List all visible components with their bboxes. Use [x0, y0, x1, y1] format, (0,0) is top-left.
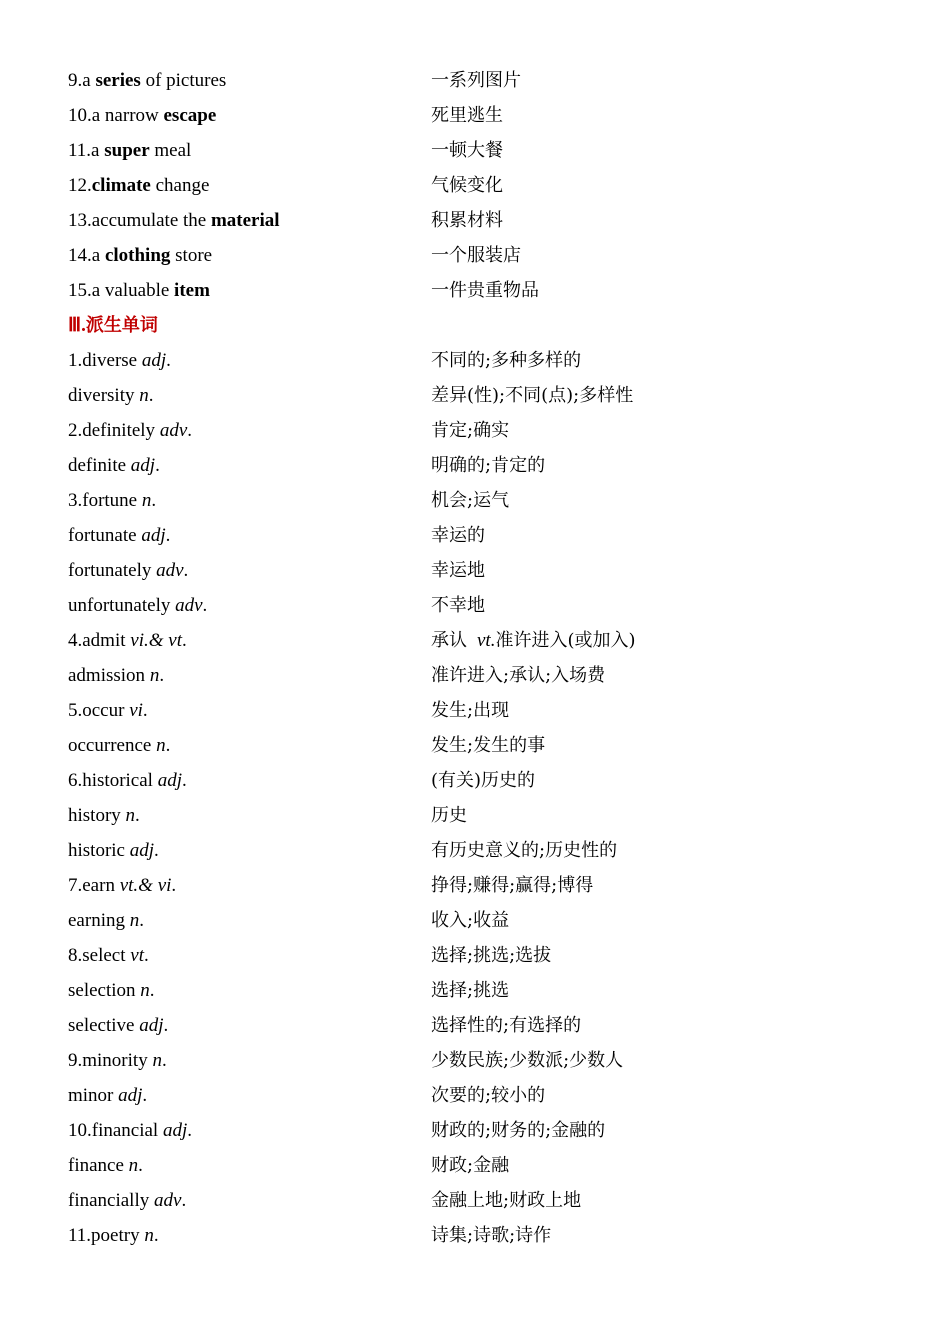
word-chinese: 少数民族;少数派;少数人 [431, 1050, 624, 1071]
phrase-row [68, 277, 908, 305]
word-english: selective adj. [68, 1015, 169, 1036]
word-english: 9.minority n. [68, 1050, 167, 1071]
word-chinese: 幸运地 [431, 560, 485, 581]
word-row [68, 802, 908, 830]
word-row [68, 522, 908, 550]
word-row [68, 697, 908, 725]
word-chinese: 幸运的 [431, 525, 485, 546]
word-chinese: 有历史意义的;历史性的 [431, 840, 618, 861]
word-chinese: 选择;挑选 [431, 980, 510, 1001]
word-english: historic adj. [68, 840, 159, 861]
phrase-row [68, 67, 908, 95]
phrase-row [68, 137, 908, 165]
word-chinese: 财政;金融 [431, 1155, 510, 1176]
word-english: 2.definitely adv. [68, 420, 192, 441]
phrase-chinese: 积累材料 [431, 210, 503, 231]
word-english: admission n. [68, 665, 165, 686]
phrase-english: 15.a valuable item [68, 280, 210, 301]
word-chinese: 选择;挑选;选拔 [431, 945, 552, 966]
word-chinese: 发生;发生的事 [431, 735, 546, 756]
word-chinese: 次要的;较小的 [431, 1085, 546, 1106]
word-chinese: 不同的;多种多样的 [431, 350, 582, 371]
word-row [68, 627, 908, 655]
word-english: 8.select vt. [68, 945, 149, 966]
word-row [68, 452, 908, 480]
word-english: 11.poetry n. [68, 1225, 159, 1246]
word-chinese: 金融上地;财政上地 [431, 1190, 582, 1211]
word-english: occurrence n. [68, 735, 171, 756]
word-row [68, 1117, 908, 1145]
word-english: 3.fortune n. [68, 490, 157, 511]
word-row [68, 1152, 908, 1180]
word-english: unfortunately adv. [68, 595, 208, 616]
phrase-row [68, 102, 908, 130]
word-chinese: 财政的;财务的;金融的 [431, 1120, 606, 1141]
word-row [68, 1222, 908, 1250]
phrase-chinese: 一顿大餐 [431, 140, 503, 161]
word-english: minor adj. [68, 1085, 148, 1106]
word-row [68, 1187, 908, 1215]
word-english: 10.financial adj. [68, 1120, 192, 1141]
word-row [68, 662, 908, 690]
word-row [68, 382, 908, 410]
word-chinese: 肯定;确实 [431, 420, 510, 441]
word-chinese: (有关)历史的 [431, 770, 536, 791]
word-row [68, 592, 908, 620]
word-chinese: 承认 vt.准许进入(或加入) [431, 630, 636, 651]
phrase-chinese: 一件贵重物品 [431, 280, 539, 301]
phrase-english: 11.a super meal [68, 140, 192, 161]
word-chinese: 诗集;诗歌;诗作 [431, 1225, 552, 1246]
word-row [68, 1082, 908, 1110]
word-english: finance n. [68, 1155, 143, 1176]
phrase-english: 9.a series of pictures [68, 70, 227, 91]
word-chinese: 差异(性);不同(点);多样性 [431, 385, 634, 406]
word-row [68, 1047, 908, 1075]
word-chinese: 历史 [431, 805, 467, 826]
word-english: fortunate adj. [68, 525, 171, 546]
phrase-chinese: 一系列图片 [431, 70, 521, 91]
phrase-row [68, 207, 908, 235]
word-chinese: 机会;运气 [431, 490, 510, 511]
word-chinese: 准许进入;承认;入场费 [431, 665, 606, 686]
word-row [68, 732, 908, 760]
word-chinese: 收入;收益 [431, 910, 510, 931]
word-row [68, 942, 908, 970]
word-row [68, 872, 908, 900]
section-heading: Ⅲ.派生单词 [68, 315, 158, 336]
word-english: definite adj. [68, 455, 160, 476]
phrase-chinese: 一个服装店 [431, 245, 521, 266]
word-english: 4.admit vi.& vt. [68, 630, 187, 651]
phrase-chinese: 死里逃生 [431, 105, 503, 126]
phrase-chinese: 气候变化 [431, 175, 503, 196]
word-row [68, 1012, 908, 1040]
word-row [68, 557, 908, 585]
word-row [68, 487, 908, 515]
word-row [68, 907, 908, 935]
word-english: fortunately adv. [68, 560, 189, 581]
word-chinese: 明确的;肯定的 [431, 455, 546, 476]
word-row [68, 347, 908, 375]
phrase-english: 10.a narrow escape [68, 105, 217, 126]
word-english: 6.historical adj. [68, 770, 187, 791]
word-english: history n. [68, 805, 140, 826]
word-chinese: 不幸地 [431, 595, 485, 616]
word-chinese: 挣得;赚得;赢得;博得 [431, 875, 594, 896]
word-row [68, 977, 908, 1005]
word-row [68, 837, 908, 865]
word-english: selection n. [68, 980, 155, 1001]
word-english: financially adv. [68, 1190, 187, 1211]
phrase-row [68, 242, 908, 270]
phrase-english: 13.accumulate the material [68, 210, 280, 231]
word-english: diversity n. [68, 385, 154, 406]
phrase-row [68, 172, 908, 200]
word-chinese: 选择性的;有选择的 [431, 1015, 582, 1036]
word-row [68, 417, 908, 445]
word-english: 1.diverse adj. [68, 350, 171, 371]
word-english: 5.occur vi. [68, 700, 148, 721]
phrase-english: 14.a clothing store [68, 245, 213, 266]
word-english: 7.earn vt.& vi. [68, 875, 177, 896]
word-english: earning n. [68, 910, 144, 931]
word-row [68, 767, 908, 795]
phrase-english: 12.climate change [68, 175, 210, 196]
word-chinese: 发生;出现 [431, 700, 510, 721]
